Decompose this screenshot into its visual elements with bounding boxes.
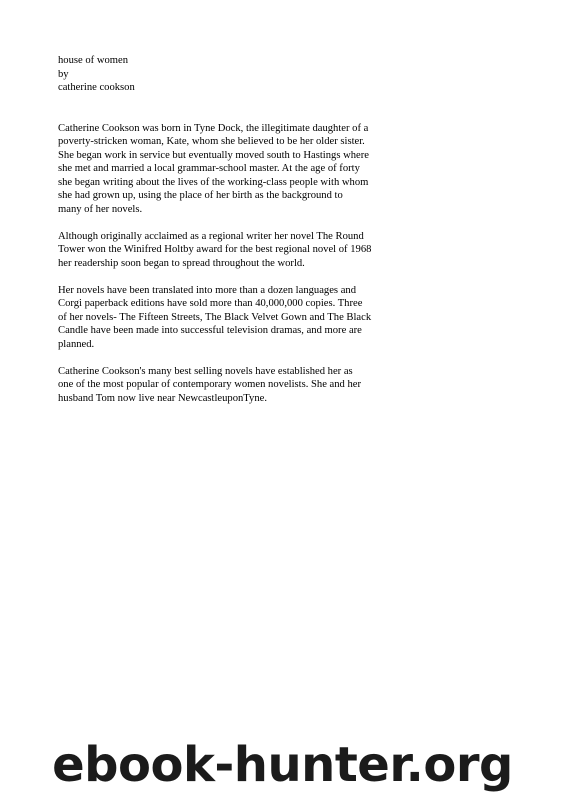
text-line: Although originally acclaimed as a regional writer her novel The Round [58, 230, 364, 242]
text-line: Tower won the Winifred Holtby award for the best regional novel of 1968 [58, 244, 372, 255]
book-title: house of women [58, 55, 129, 66]
watermark-text: ebook-hunter.org [52, 737, 513, 793]
paragraph-1 [58, 122, 398, 217]
text-line: Corgi paperback editions have sold more than 40,000,000 copies. Three [58, 298, 363, 309]
text-line: planned. [58, 338, 95, 350]
biography-text [58, 122, 398, 406]
paragraph-2 [58, 230, 398, 271]
text-line: Candle have been made into successful television dramas, and more are [58, 325, 362, 336]
paragraph-4 [58, 365, 398, 406]
text-line: Her novels have been translated into more than a dozen languages and [58, 284, 356, 296]
text-line: She began work in service but eventually moved south to Hastings where [58, 149, 369, 161]
text-line: many of her novels. [58, 203, 143, 215]
text-line: Catherine Cookson was born in Tyne Dock, the illegitimate daughter of a [58, 122, 369, 134]
text-line: she met and married a local grammar-school master. At the age of forty [58, 163, 360, 174]
text-line: she began writing about the lives of the working-class people with whom [58, 176, 369, 188]
text-line: she had grown up, using the place of her birth as the background to [58, 190, 343, 201]
document-page [58, 54, 398, 419]
paragraph-3 [58, 284, 398, 352]
text-line: husband Tom now live near NewcastleuponTyne. [58, 392, 267, 404]
text-line: of her novels- The Fifteen Streets, The Black Velvet Gown and The Black [58, 311, 372, 323]
author-name: catherine cookson [58, 82, 135, 93]
text-line: Catherine Cookson's many best selling novels have established her as [58, 365, 353, 377]
text-line: her readership soon began to spread throughout the world. [58, 257, 305, 269]
title-block [58, 54, 398, 95]
by-line: by [58, 68, 69, 80]
text-line: poverty-stricken woman, Kate, whom she believed to be her older sister. [58, 136, 365, 147]
text-line: one of the most popular of contemporary women novelists. She and her [58, 379, 362, 390]
